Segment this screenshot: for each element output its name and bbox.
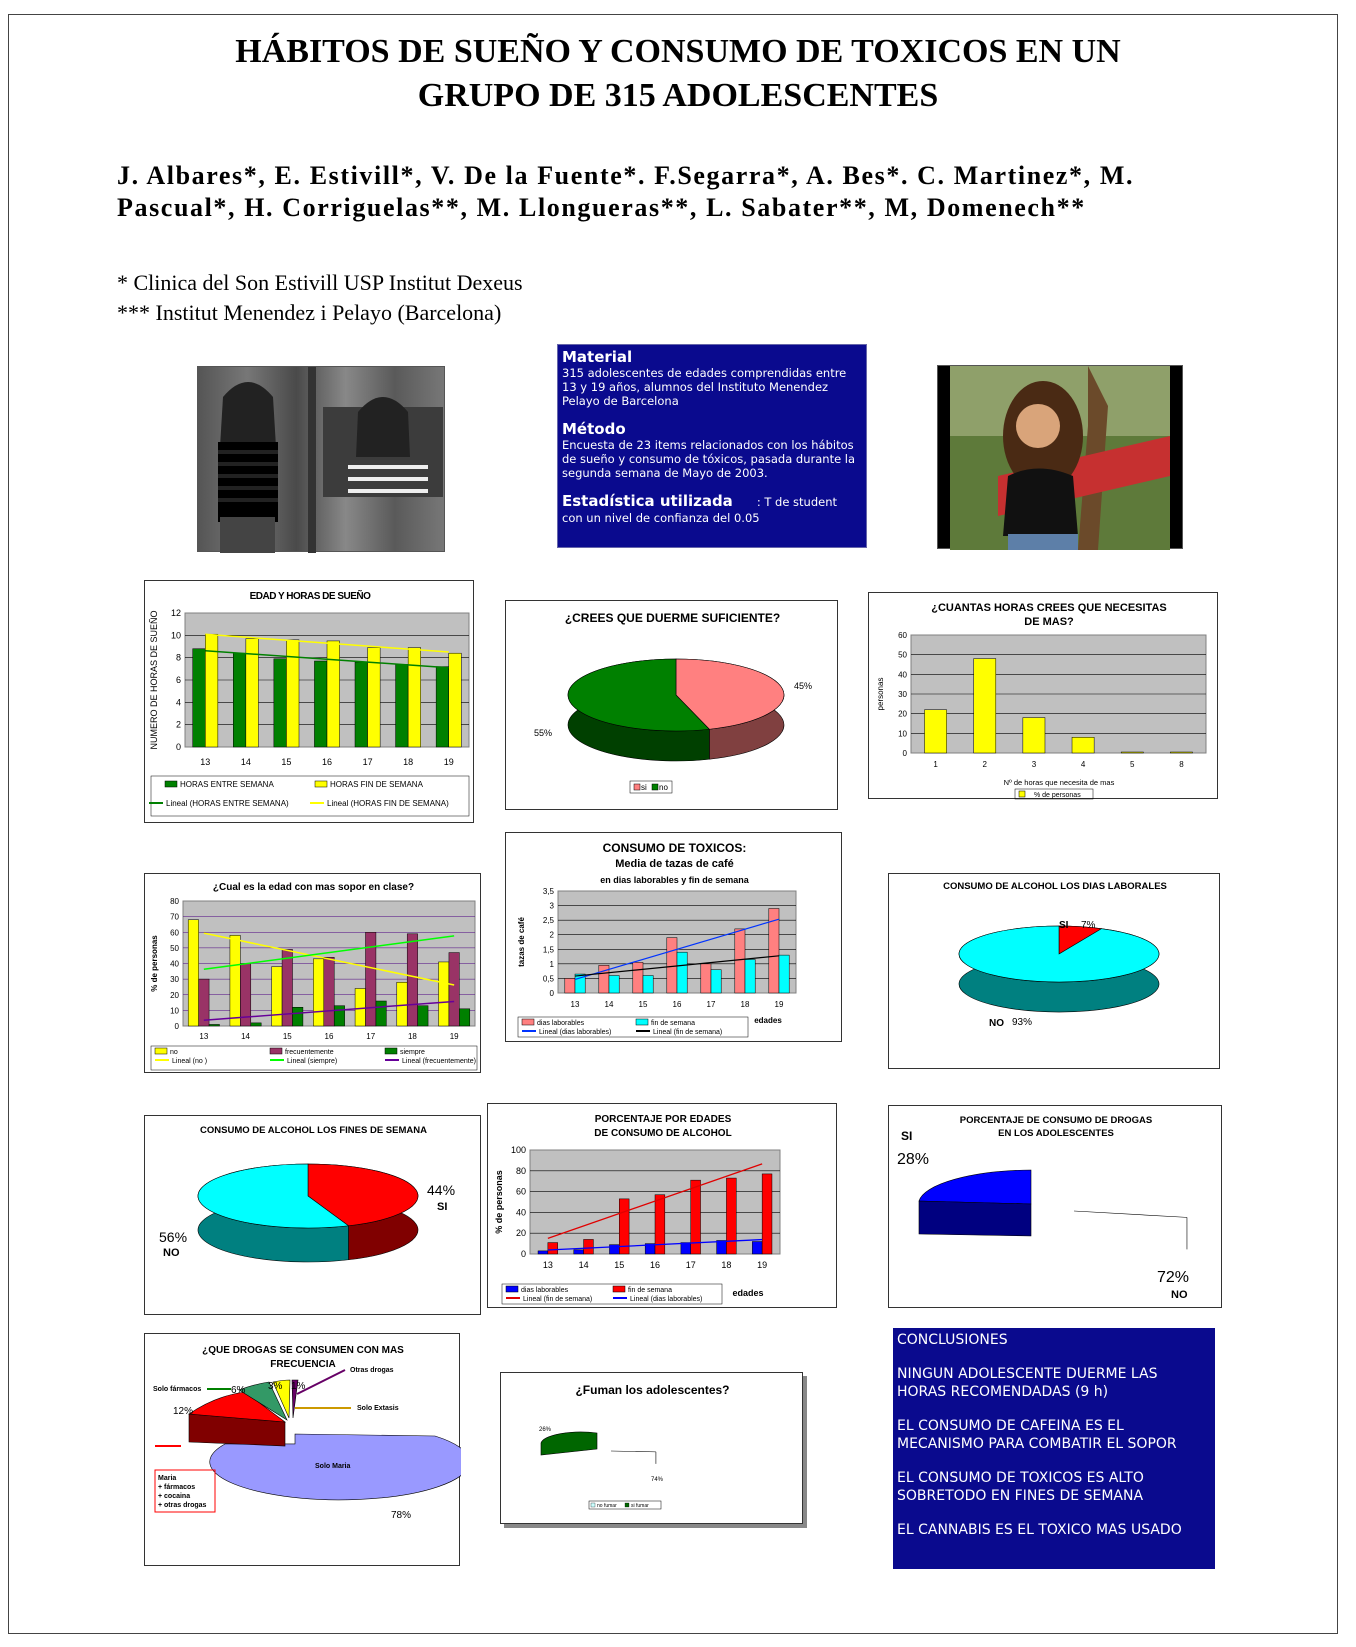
y-tick-label: 3,5 (542, 887, 554, 896)
y-tick-label: 70 (170, 912, 179, 922)
y-tick-label: 0,5 (542, 974, 554, 984)
bar (538, 1251, 548, 1254)
legend-entry-swatch (1019, 791, 1025, 797)
bar (459, 1009, 469, 1026)
chart-plot (145, 1334, 461, 1567)
chart-title: ¿Cual es la edad con mas sopor en clase? (212, 882, 415, 893)
material-heading: Material (562, 348, 633, 366)
bar (355, 662, 368, 747)
slice-label: 55% (534, 728, 553, 738)
y-tick-label: 0 (174, 1022, 179, 1031)
y-tick-label: 60 (170, 928, 179, 938)
bar (449, 953, 459, 1026)
chart-subtitle: FRECUENCIA (270, 1359, 336, 1370)
slice-label: 1% (291, 1381, 306, 1392)
bar (274, 659, 287, 747)
bar (745, 959, 755, 993)
bar (717, 1240, 727, 1254)
y-tick-label: 0 (175, 742, 181, 752)
bar (1072, 737, 1094, 753)
y-tick-label: 1,5 (542, 945, 554, 955)
legend-entry: no (659, 783, 668, 792)
x-tick-label: 13 (199, 1032, 209, 1041)
legend-swatch (652, 784, 658, 790)
x-tick-label: 19 (774, 1000, 784, 1009)
bar (735, 929, 745, 993)
chart-horas-necesitas (868, 592, 1218, 799)
bar (436, 667, 449, 747)
legend-swatch (591, 1503, 595, 1507)
y-tick-label: 60 (898, 631, 907, 640)
pie-side (919, 1201, 1031, 1236)
x-axis-label: edades (754, 1016, 782, 1025)
y-tick-label: 2,5 (542, 916, 554, 926)
note-line: + fármacos (158, 1484, 196, 1491)
bar (272, 967, 282, 1026)
legend-entry: frecuentemente (285, 1049, 334, 1056)
x-tick-label: 17 (706, 1000, 716, 1009)
slice-label: 74% (651, 1477, 664, 1483)
y-tick-label: 1 (549, 959, 554, 969)
x-tick-label: 16 (321, 757, 333, 767)
x-tick-label: 13 (542, 1260, 553, 1270)
y-axis-label: personas (876, 677, 885, 711)
legend-entry-swatch (165, 781, 177, 787)
chart-subtitle: Media de tazas de café (615, 858, 734, 870)
authors (117, 160, 1247, 224)
bar (314, 661, 327, 747)
estadistica-heading: Estadística utilizada (562, 492, 733, 510)
bar (230, 935, 240, 1026)
slice-label: NO (989, 1018, 1004, 1029)
legend-entry: si (641, 783, 647, 792)
chart-plot (145, 581, 475, 824)
bar (439, 962, 449, 1026)
y-tick-label: 40 (515, 1207, 526, 1218)
x-tick-label: 15 (614, 1260, 625, 1270)
y-tick-label: 3 (549, 901, 554, 911)
x-axis-label: edades (732, 1288, 764, 1298)
chart-plot (506, 601, 839, 811)
y-tick-label: 0 (520, 1249, 526, 1259)
chart-alcohol-fines-semana (144, 1115, 481, 1315)
legend-entry: no fumar (597, 1503, 617, 1509)
bar (313, 959, 323, 1026)
estadistica-test: : T de student (756, 495, 838, 509)
y-tick-label: 10 (170, 630, 181, 641)
legend-entry: Lineal (HORAS FIN DE SEMANA) (327, 799, 449, 808)
conclusion-3: EL CONSUMO DE TOXICOS ES ALTO SOBRETODO EN FINES DE SEMANA (897, 1470, 1144, 1504)
photo-two-girls (197, 366, 445, 552)
slice-label: SI (1059, 920, 1069, 931)
affiliations (117, 268, 523, 328)
photo-girl-bench (937, 365, 1183, 549)
slice-label: Otras drogas (350, 1367, 394, 1374)
chart-fuman (500, 1372, 803, 1524)
bar (407, 934, 417, 1026)
bar (324, 957, 334, 1026)
bar (408, 648, 421, 747)
bar (293, 1007, 303, 1026)
conclusions-heading: CONCLUSIONES (897, 1332, 1008, 1348)
legend-entry: fin de semana (628, 1287, 672, 1294)
legend-entry: no (170, 1049, 178, 1056)
y-tick-label: 4 (175, 697, 181, 708)
bar (396, 664, 409, 747)
y-tick-label: 30 (898, 690, 907, 699)
metodo-heading: Método (562, 420, 626, 438)
x-tick-label: 2 (982, 760, 987, 769)
x-tick-label: 5 (1130, 760, 1135, 769)
legend-entry-swatch (315, 781, 327, 787)
chart-title: PORCENTAJE POR EDADES (594, 1114, 732, 1125)
chart-title: ¿Fuman los adolescentes? (575, 1383, 730, 1397)
bar (574, 1250, 584, 1254)
y-tick-label: 30 (170, 975, 179, 985)
bar (1170, 752, 1192, 753)
x-tick-label: 16 (324, 1032, 334, 1041)
bar (188, 920, 198, 1026)
legend-entry: Lineal (fin de semana) (523, 1296, 593, 1303)
chart-alcohol-edades (487, 1103, 837, 1308)
pie-slice (541, 1432, 597, 1455)
legend-entry: Lineal (no ) (172, 1058, 208, 1065)
note-line: + otras drogas (158, 1502, 207, 1509)
legend-entry: Lineal (dias laborables) (630, 1296, 703, 1303)
slice-label: Solo Extasis (357, 1405, 399, 1412)
estadistica-text: con un nivel de confianza del 0.05 (562, 511, 760, 525)
x-tick-label: 17 (366, 1032, 376, 1041)
legend-entry: HORAS FIN DE SEMANA (330, 780, 423, 789)
y-tick-label: 40 (170, 959, 179, 969)
x-tick-label: 15 (282, 1032, 292, 1041)
y-tick-label: 80 (515, 1165, 526, 1176)
x-tick-label: 1 (933, 760, 938, 769)
legend-entry: fin de semana (651, 1020, 695, 1027)
bar (779, 955, 789, 993)
bar (449, 653, 462, 747)
metodo-text: Encuesta de 23 items relacionados con los hábitos de sueño y consumo de tóxicos, pasada durante la segunda semana de Mayo de 2003. (562, 438, 856, 480)
material-text: 315 adolescentes de edades comprendidas entre 13 y 19 años, alumnos del Instituto Menendez Pelayo de Barcelona (562, 366, 847, 408)
chart-title: ¿CREES QUE DUERME SUFICIENTE? (564, 611, 781, 625)
chart-consumo-drogas (888, 1105, 1222, 1308)
slice-label: 44% (427, 1182, 456, 1198)
legend-entry: Lineal (HORAS ENTRE SEMANA) (166, 799, 289, 808)
bar (667, 938, 677, 993)
title-line-1: HÁBITOS DE SUEÑO Y CONSUMO DE TOXICOS EN UN (235, 33, 1121, 70)
chart-subtitle-2: en dias laborables y fin de semana (600, 875, 749, 885)
bar (548, 1243, 558, 1254)
y-axis-label: % de personas (150, 935, 159, 992)
chart-plot (506, 833, 843, 1043)
slice-label: 93% (1012, 1017, 1033, 1028)
conclusions-box (893, 1328, 1215, 1569)
y-tick-label: 50 (898, 650, 907, 660)
legend-entry: % de personas (1034, 792, 1081, 799)
x-tick-label: 14 (604, 1000, 614, 1009)
chart-plot (889, 1106, 1223, 1309)
legend-swatch (634, 784, 640, 790)
chart-title: ¿QUE DROGAS SE CONSUMEN CON MAS (202, 1345, 404, 1356)
x-tick-label: 19 (757, 1260, 768, 1270)
slice-label: SI (901, 1129, 913, 1143)
x-tick-label: 19 (443, 757, 454, 767)
bar (251, 1023, 261, 1026)
y-tick-label: 10 (170, 1006, 179, 1016)
x-tick-label: 16 (672, 1000, 682, 1009)
chart-title: PORCENTAJE DE CONSUMO DE DROGAS (959, 1115, 1153, 1126)
note-line: + cocaina (158, 1493, 191, 1500)
legend-entry-swatch (636, 1019, 648, 1025)
legend-entry-swatch (385, 1048, 397, 1054)
legend-entry: si fumar (631, 1503, 649, 1509)
chart-plot (145, 874, 482, 1074)
chart-subtitle: EN LOS ADOLESCENTES (998, 1128, 1114, 1139)
legend-entry-swatch (522, 1019, 534, 1025)
pie-slice (919, 1170, 1031, 1204)
slice-label: 78% (391, 1510, 412, 1521)
x-tick-label: 4 (1080, 760, 1086, 769)
y-tick-label: 40 (898, 670, 907, 680)
bar (701, 964, 711, 993)
y-tick-label: 0 (549, 989, 554, 998)
legend-entry: dias laborables (537, 1020, 585, 1027)
x-tick-label: 8 (1179, 760, 1184, 769)
bar (334, 1006, 344, 1026)
chart-plot (501, 1373, 804, 1525)
bar (974, 659, 996, 753)
legend-entry-swatch (270, 1048, 282, 1054)
x-tick-label: 16 (649, 1260, 661, 1270)
slice-label: 3% (268, 1381, 283, 1392)
chart-duerme-suficiente (505, 600, 838, 810)
x-tick-label: 18 (721, 1260, 732, 1270)
x-tick-label: 15 (638, 1000, 648, 1009)
y-tick-label: 8 (175, 652, 181, 663)
pie-slice (1074, 1211, 1187, 1217)
pie-slice (959, 926, 1159, 982)
x-tick-label: 15 (281, 757, 292, 767)
chart-subtitle: DE CONSUMO DE ALCOHOL (594, 1128, 732, 1139)
bar (355, 989, 365, 1027)
slice-label: 26% (539, 1427, 552, 1433)
x-tick-label: 14 (578, 1260, 589, 1270)
chart-que-drogas (144, 1333, 460, 1566)
bar (677, 952, 687, 993)
y-tick-label: 6 (175, 675, 181, 685)
y-tick-label: 0 (902, 749, 907, 758)
x-tick-label: 19 (449, 1032, 459, 1041)
bar (376, 1001, 386, 1026)
legend-entry: HORAS ENTRE SEMANA (180, 780, 274, 789)
chart-plot (488, 1104, 838, 1309)
bar (681, 1243, 691, 1254)
bar (327, 641, 340, 747)
bar (609, 976, 619, 993)
bar (584, 1239, 594, 1254)
conclusion-2: EL CONSUMO DE CAFEINA ES EL MECANISMO PARA COMBATIR EL SOPOR (897, 1418, 1177, 1452)
bar (752, 1242, 762, 1254)
slice-label: NO (1171, 1289, 1188, 1301)
legend-entry: Lineal (siempre) (287, 1058, 338, 1065)
bar (762, 1174, 772, 1254)
x-tick-label: 13 (200, 757, 211, 767)
chart-edad-horas-sueno (144, 580, 474, 823)
affiliation-1: * Clinica del Son Estivill USP Institut Dexeus (117, 270, 523, 295)
methods-box (557, 344, 867, 548)
legend-entry: siempre (400, 1049, 425, 1056)
y-tick-label: 20 (515, 1228, 526, 1239)
bar (643, 976, 653, 993)
conclusion-4: EL CANNABIS ES EL TOXICO MAS USADO (897, 1522, 1182, 1538)
bar (726, 1178, 736, 1254)
slice-label: 7% (1081, 920, 1096, 931)
title-line-2: GRUPO DE 315 ADOLESCENTES (417, 77, 939, 114)
x-tick-label: 17 (685, 1260, 696, 1270)
y-tick-label: 20 (170, 990, 179, 1000)
chart-title: CONSUMO DE ALCOHOL LOS DIAS LABORALES (943, 881, 1167, 892)
slice-label: Solo Maria (315, 1463, 351, 1470)
x-axis-label: Nº de horas que necesita de mas (1003, 778, 1115, 787)
chart-sopor-clase (144, 873, 481, 1073)
legend-swatch (625, 1503, 629, 1507)
chart-title: CONSUMO DE ALCOHOL LOS FINES DE SEMANA (200, 1125, 427, 1136)
y-tick-label: 12 (170, 608, 181, 618)
bar (193, 649, 206, 747)
x-tick-label: 3 (1031, 760, 1037, 769)
chart-title: ¿CUANTAS HORAS CREES QUE NECESITAS DE MAS? (931, 602, 1167, 628)
y-tick-label: 100 (510, 1145, 526, 1155)
authors-line-1: J. Albares*, E. Estivill*, V. De la Fuente*. F.Segarra*, A. Bes*. C. Martinez*, M. (117, 161, 1135, 190)
bar (397, 982, 407, 1026)
slice-label: 12% (173, 1406, 194, 1417)
authors-line-2: Pascual*, H. Corriguelas**, M. Llongueras**, L. Sabater**, M, Domenech** (117, 193, 1086, 222)
chart-plot (889, 874, 1221, 1070)
legend-entry: Lineal (fin de semana) (653, 1029, 723, 1036)
legend-entry-swatch (155, 1048, 167, 1054)
y-tick-label: 60 (515, 1186, 526, 1197)
affiliation-2: *** Institut Menendez i Pelayo (Barcelona) (117, 300, 502, 325)
chart-title: CONSUMO DE TOXICOS: (602, 841, 747, 855)
bar (418, 1006, 428, 1026)
slice-label: SI (437, 1201, 448, 1213)
x-tick-label: 13 (570, 1000, 580, 1009)
slice-label: 28% (897, 1151, 930, 1168)
slice-label: 6% (231, 1385, 246, 1396)
chart-alcohol-laborales (888, 873, 1220, 1069)
bar (199, 979, 209, 1026)
legend-entry: Lineal (dias laborables) (539, 1029, 612, 1036)
bar (1121, 752, 1143, 753)
pie-slice (611, 1451, 656, 1452)
poster-title (0, 30, 1356, 118)
x-tick-label: 18 (740, 1000, 750, 1009)
note-line: Maria (158, 1475, 177, 1482)
legend-entry-swatch (613, 1286, 625, 1292)
legend-entry: Lineal (frecuentemente) (402, 1058, 476, 1065)
bar (209, 1024, 219, 1026)
slice-label: NO (163, 1247, 180, 1259)
bar (565, 978, 575, 993)
y-tick-label: 20 (898, 709, 907, 719)
y-tick-label: 50 (170, 943, 179, 953)
y-axis-label: tazas de café (517, 917, 526, 967)
bar (925, 710, 947, 753)
bar (1023, 718, 1045, 753)
bar (633, 962, 643, 993)
conclusion-1: NINGUN ADOLESCENTE DUERME LAS HORAS RECOMENDADAS (9 h) (897, 1366, 1158, 1400)
y-tick-label: 80 (170, 897, 179, 906)
chart-title: EDAD Y HORAS DE SUEÑO (249, 591, 371, 602)
y-tick-label: 2 (175, 719, 181, 730)
slice-label: Solo fármacos (153, 1386, 202, 1393)
x-tick-label: 14 (241, 1032, 251, 1041)
y-axis-label: % de personas (494, 1170, 504, 1234)
bar (233, 653, 246, 747)
chart-plot (869, 593, 1219, 800)
slice-label: 45% (794, 681, 813, 691)
slice-label: 72% (1157, 1269, 1190, 1286)
y-axis-label: NUMERO DE HORAS DE SUEÑO (149, 610, 159, 750)
x-tick-label: 17 (362, 757, 373, 767)
x-tick-label: 14 (240, 757, 251, 767)
chart-consumo-cafe (505, 832, 842, 1042)
x-tick-label: 18 (403, 757, 414, 767)
legend-entry: dias laborables (521, 1287, 569, 1294)
y-tick-label: 10 (898, 729, 907, 739)
y-tick-label: 2 (549, 930, 554, 940)
bar (711, 970, 721, 993)
chart-plot (145, 1116, 482, 1316)
slice-label: 56% (159, 1229, 188, 1245)
x-tick-label: 18 (407, 1032, 417, 1041)
legend-entry-swatch (506, 1286, 518, 1292)
